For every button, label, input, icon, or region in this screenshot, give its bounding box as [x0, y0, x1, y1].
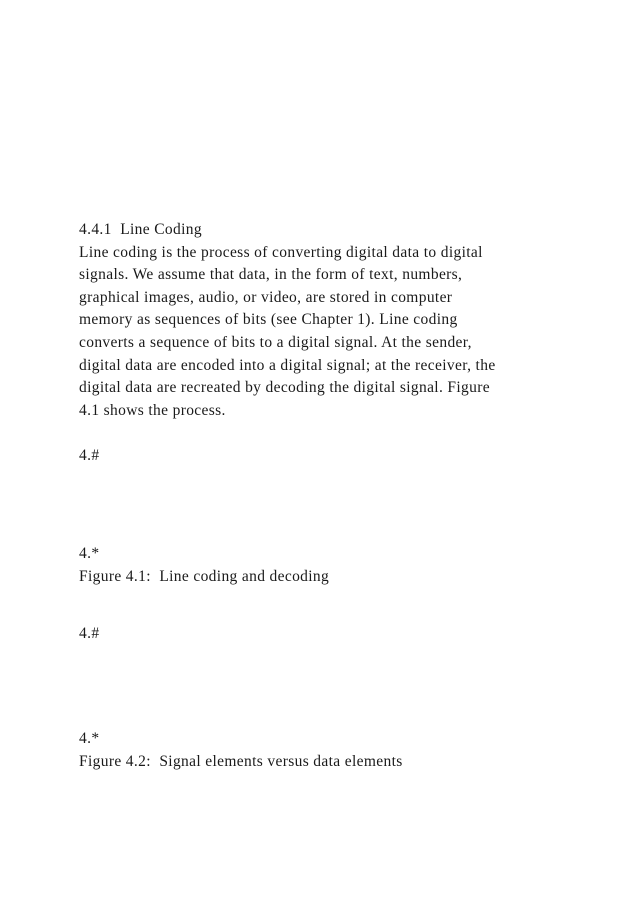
- section-block: [79, 219, 579, 422]
- figure-caption: Figure 4.2: Signal elements versus data elements: [79, 752, 403, 770]
- paragraph-line-2: signals. We assume that data, in the form of text, numbers,: [79, 266, 463, 284]
- paragraph-line-5: converts a sequence of bits to a digital signal. At the sender,: [79, 333, 472, 351]
- section-heading: 4.4.1 Line Coding: [79, 221, 202, 238]
- paragraph-line-4: memory as sequences of bits (see Chapter 1). Line coding: [79, 311, 458, 329]
- figure2-marker-top: [79, 623, 579, 646]
- slide-marker-end: 4.*: [79, 545, 100, 562]
- figure1-marker-top: [79, 445, 579, 468]
- paragraph-line-1: Line coding is the process of converting digital data to digital: [79, 243, 483, 261]
- paragraph-line-7: digital data are recreated by decoding the digital signal. Figure: [79, 379, 490, 397]
- slide-marker-end: 4.*: [79, 730, 100, 747]
- paragraph-line-3: graphical images, audio, or video, are stored in computer: [79, 288, 453, 306]
- figure2-caption-block: [79, 728, 579, 773]
- figure1-caption-block: [79, 543, 579, 588]
- paragraph-line-8: 4.1 shows the process.: [79, 401, 226, 419]
- paragraph-line-6: digital data are encoded into a digital signal; at the receiver, the: [79, 356, 496, 374]
- figure-caption: Figure 4.1: Line coding and decoding: [79, 567, 330, 585]
- slide-marker-start: 4.#: [79, 625, 100, 642]
- slide-marker-start: 4.#: [79, 447, 100, 464]
